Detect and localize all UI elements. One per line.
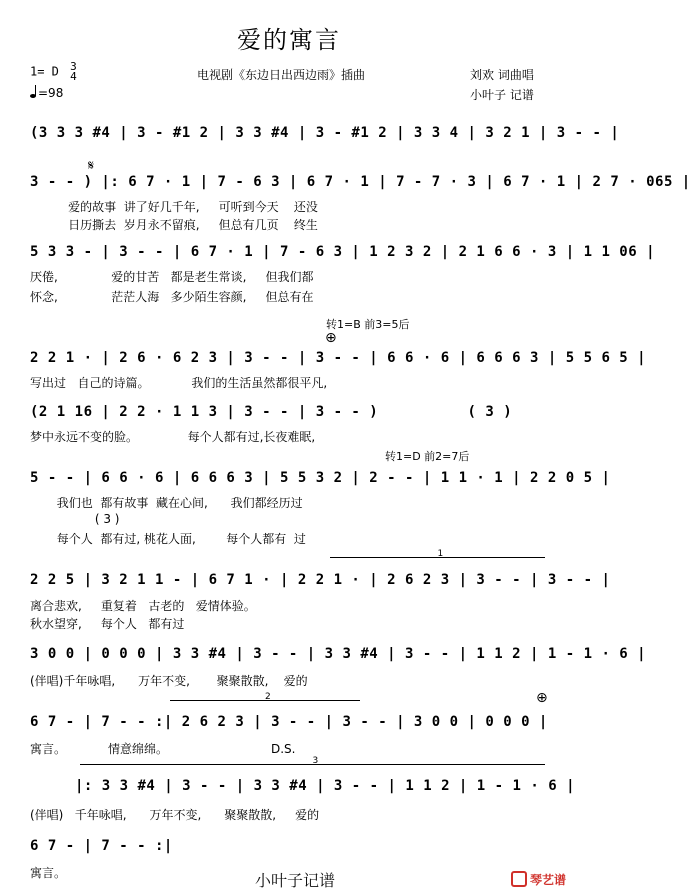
segno-icon: 𝄋: [88, 158, 95, 174]
coda-icon-2: ⊕: [536, 690, 548, 706]
lyric-line-2b: 日历撕去 岁月永不留痕, 但总有几页 终生: [30, 218, 318, 232]
lyric-line-8: (伴唱)千年咏唱, 万年不变, 聚聚散散, 爱的: [30, 674, 308, 688]
key-change-note-2: 转1=D 前2=7后: [385, 450, 470, 463]
site-logo: 琴艺谱: [511, 871, 566, 888]
song-source: 电视剧《东边日出西边雨》插曲: [197, 68, 366, 82]
lyric-line-3a: 厌倦, 爱的甘苦 都是老生常谈, 但我们都: [30, 270, 314, 284]
lyric-line-7b: 秋水望穿, 每个人 都有过: [30, 617, 185, 631]
logo-icon: [511, 871, 527, 887]
volta-bracket-3: 3: [80, 764, 545, 771]
quarter-note-icon: [30, 94, 36, 98]
tempo-marking: =98: [30, 86, 63, 100]
lyric-line-3b: 怀念, 茫茫人海 多少陌生容颜, 但总有在: [30, 290, 314, 304]
notation-line-6: 5 - - | 6 6 · 6 | 6 6 6 3 | 5 5 3 2 | 2 - - | 1 1 · 1 | 2 2 0 5 |: [30, 470, 611, 486]
key-label: 1= D: [30, 64, 59, 79]
notation-line-2: 3 - - ) |: 6 7 · 1 | 7 - 6 3 | 6 7 · 1 | 7 - 7 · 3 | 6 7 · 1 | 2 7 · 065 |: [30, 174, 691, 190]
transcriber: 小叶子 记谱: [470, 88, 534, 102]
coda-icon: ⊕: [325, 330, 337, 346]
lyric-line-4: 写出过 自己的诗篇。 我们的生活虽然都很平凡,: [30, 376, 328, 390]
lyric-line-6a: 我们也 都有故事 藏在心间, 我们都经历过: [30, 496, 303, 510]
notation-line-1: (3 3 3 #4 | 3 - #1 2 | 3 3 #4 | 3 - #1 2 | 3 3 4 | 3 2 1 | 3 - - |: [30, 125, 620, 141]
credits: 刘欢 词曲唱: [470, 68, 534, 82]
lyric-line-10: (伴唱) 千年咏唱, 万年不变, 聚聚散散, 爱的: [30, 808, 320, 822]
notation-line-9: 6 7 - | 7 - - :| 2 6 2 3 | 3 - - | 3 - - | 3 0 0 | 0 0 0 |: [30, 714, 548, 730]
volta-bracket-1: 1: [330, 557, 545, 564]
lyric-line-11: 寓言。: [30, 866, 67, 880]
notation-line-5: (2 1 16 | 2 2 · 1 1 3 | 3 - - | 3 - - ) ( 3 ): [30, 404, 513, 420]
lyric-line-9: 寓言。 情意绵绵。 D.S.: [30, 742, 296, 756]
song-title: 爱的寓言: [237, 26, 341, 54]
lyric-line-2a: 爱的故事 讲了好几千年, 可听到今天 还没: [30, 200, 318, 214]
notation-line-4: 2 2 1 · | 2 6 · 6 2 3 | 3 - - | 3 - - | 6 6 · 6 | 6 6 6 3 | 5 5 6 5 |: [30, 350, 647, 366]
key-change-note-1: 转1=B 前3=5后: [326, 318, 410, 331]
lyric-line-6b: ( 3 ): [30, 512, 120, 526]
transcriber-signature: 小叶子记谱: [255, 871, 336, 890]
key-signature: [30, 62, 77, 82]
lyric-line-5: 梦中永远不变的脸。 每个人都有过,长夜难眠,: [30, 430, 316, 444]
time-signature: 3 4: [70, 60, 77, 83]
lyric-line-7a: 离合悲欢, 重复着 古老的 爱情体验。: [30, 599, 256, 613]
notation-line-8: 3 0 0 | 0 0 0 | 3 3 #4 | 3 - - | 3 3 #4 | 3 - - | 1 1 2 | 1 - 1 · 6 |: [30, 646, 647, 662]
volta-bracket-2: 2: [170, 700, 360, 707]
notation-line-3: 5 3 3 - | 3 - - | 6 7 · 1 | 7 - 6 3 | 1 2 3 2 | 2 1 6 6 · 3 | 1 1 06 |: [30, 244, 656, 260]
lyric-line-6c: 每个人 都有过, 桃花人面, 每个人都有 过: [30, 532, 306, 546]
notation-line-11: 6 7 - | 7 - - :|: [30, 838, 173, 854]
notation-line-7: 2 2 5 | 3 2 1 1 - | 6 7 1 · | 2 2 1 · | 2 6 2 3 | 3 - - | 3 - - |: [30, 572, 611, 588]
notation-line-10: |: 3 3 #4 | 3 - - | 3 3 #4 | 3 - - | 1 1 2 | 1 - 1 · 6 |: [75, 778, 576, 794]
